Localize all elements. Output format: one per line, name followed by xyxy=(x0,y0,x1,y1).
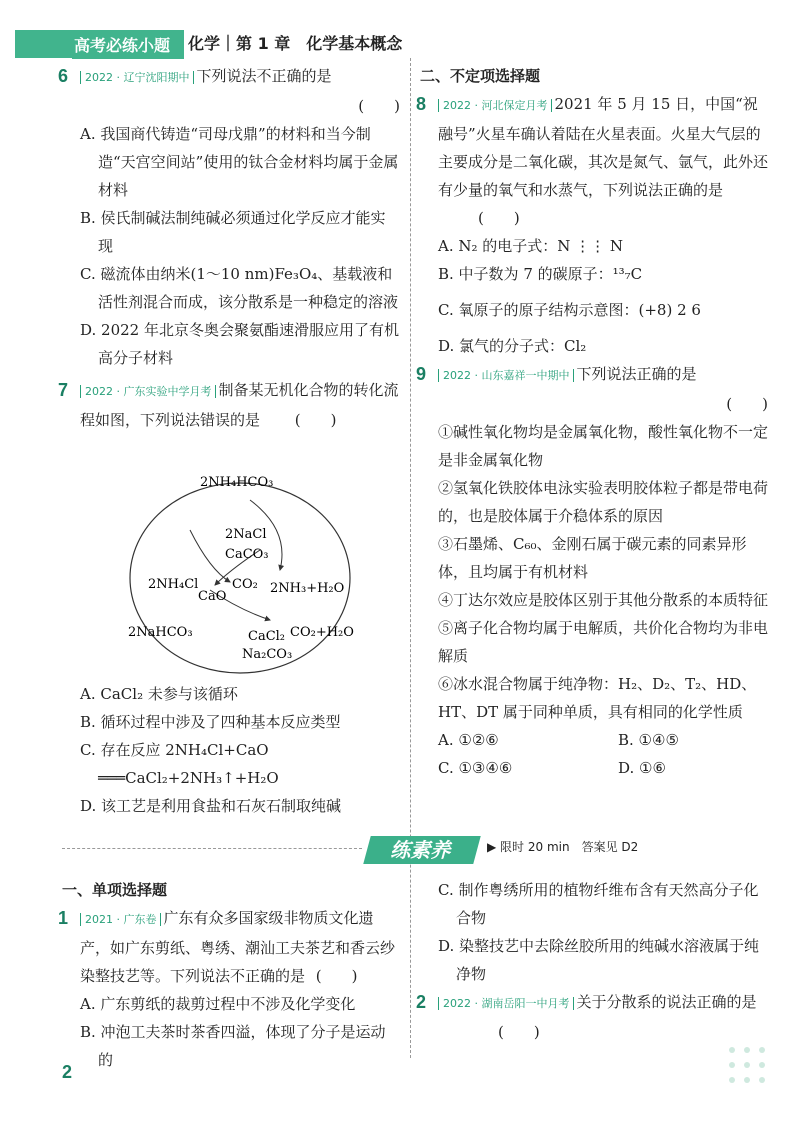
time-limit-info: ▶ 限时 20 min 答案见 D2 xyxy=(487,840,639,854)
section-heading: 一、单项选择题 xyxy=(62,881,168,899)
question-number: 2 xyxy=(416,992,427,1012)
option-b: B. ①④⑤ xyxy=(618,731,679,749)
decorative-dots-icon xyxy=(722,1040,782,1100)
header-brand: 高考必练小题 xyxy=(72,30,184,59)
question-number: 1 xyxy=(58,908,69,928)
answer-paren: ( ) xyxy=(315,967,358,985)
question-source: 2022 · 湖南岳阳一中月考 xyxy=(438,997,574,1010)
question-source: 2022 · 山东嘉祥一中期中 xyxy=(438,369,574,382)
question-stem: 下列说法不正确的是 xyxy=(196,67,332,85)
node-co2: CO₂ xyxy=(232,577,258,592)
node-nacl: 2NaCl xyxy=(225,527,267,542)
option-a: A. ①②⑥ xyxy=(438,731,499,749)
question-7 xyxy=(58,376,400,434)
page-header xyxy=(0,0,790,60)
node-nh4hco3: 2NH₄HCO₃ xyxy=(200,475,274,490)
answer-paren: ( ) xyxy=(498,1023,540,1041)
node-nh4cl: 2NH₄Cl xyxy=(148,577,199,592)
option-c: C. 磁流体由纳米(1～10 nm)Fe₃O₄、基载液和活性剂混合而成，该分散系是一种稳定的溶液 xyxy=(80,265,399,311)
left-column xyxy=(58,62,400,434)
option-d: D. ①⑥ xyxy=(618,759,666,777)
question-6 xyxy=(58,62,400,372)
answer-paren: ( ) xyxy=(358,97,400,115)
question-stem: 制备某无机化合物的转化流程如图，下列说法错误的是 xyxy=(80,381,399,429)
option-a: A. N₂ 的电子式：N ⋮⋮ N xyxy=(438,237,624,255)
node-nahco3: 2NaHCO₃ xyxy=(128,625,193,640)
statement-3: ③石墨烯、C₆₀、金刚石属于碳元素的同素异形体，且均属于有机材料 xyxy=(438,535,747,581)
option-d: D. 染整技艺中去除丝胶所用的纯碱水溶液属于纯净物 xyxy=(438,937,760,983)
option-a: A. 我国商代铸造“司母戊鼎”的材料和当今制造“天宫空间站”使用的钛合金材料均属于金属材料 xyxy=(80,125,399,199)
question-2 xyxy=(416,988,768,1046)
options-row-1 xyxy=(438,726,768,754)
statement-1: ①碱性氧化物均是金属氧化物，酸性氧化物不一定是非金属氧化物 xyxy=(438,423,769,469)
statement-2: ②氢氧化铁胶体电泳实验表明胶体粒子都是带电荷的，也是胶体属于介稳体系的原因 xyxy=(438,479,769,525)
option-b: B. 冲泡工夫茶时茶香四溢，体现了分子是运动的 xyxy=(80,1023,386,1069)
practice-tag: 练素养 xyxy=(363,836,481,864)
question-stem: 广东有众多国家级非物质文化遗产，如广东剪纸、粤绣、潮汕工夫茶艺和香云纱染整技艺等。下列说法不正确的是 xyxy=(80,909,396,985)
node-cacl2: CaCl₂ xyxy=(248,629,286,644)
options-row-2 xyxy=(438,754,768,782)
node-nh3-h2o: 2NH₃+H₂O xyxy=(270,581,345,596)
bottom-left-column xyxy=(58,876,400,1074)
option-c: C. 氧原子的原子结构示意图：(+8) 2 6 xyxy=(438,301,701,319)
header-band xyxy=(15,30,77,58)
question-9 xyxy=(416,360,769,782)
column-divider xyxy=(410,58,412,1058)
question-number: 7 xyxy=(58,380,69,400)
option-c: C. ①③④⑥ xyxy=(438,759,513,777)
question-number: 9 xyxy=(416,364,427,384)
node-na2co3: Na₂CO₃ xyxy=(242,647,293,662)
option-d: D. 2022 年北京冬奥会聚氨酯速滑服应用了有机高分子材料 xyxy=(80,321,399,367)
band-divider xyxy=(62,848,362,849)
statement-6: ⑥冰水混合物属于纯净物：H₂、D₂、T₂、HD、HT、DT 属于同种单质，具有相同的化学性质 xyxy=(438,675,757,721)
answer-paren: ( ) xyxy=(726,395,768,413)
page-number: 2 xyxy=(62,1062,73,1082)
question-number: 6 xyxy=(58,66,69,86)
option-a: A. CaCl₂ 未参与该循环 xyxy=(80,685,238,703)
option-b: B. 循环过程中涉及了四种基本反应类型 xyxy=(80,713,341,731)
option-c: C. 制作粤绣所用的植物纤维布含有天然高分子化合物 xyxy=(438,881,759,927)
question-8 xyxy=(416,90,769,360)
bottom-right-column xyxy=(416,876,768,1046)
option-c: C. 存在反应 2NH₄Cl+CaO ═══CaCl₂+2NH₃↑+H₂O xyxy=(80,741,279,787)
option-d: D. 氯气的分子式：Cl₂ xyxy=(438,337,587,355)
question-number: 8 xyxy=(416,94,427,114)
question-source: 2022 · 河北保定月考 xyxy=(438,99,552,112)
question-stem: 下列说法正确的是 xyxy=(576,365,697,383)
node-co2-h2o: CO₂+H₂O xyxy=(290,625,354,640)
question-source: 2022 · 辽宁沈阳期中 xyxy=(80,71,194,84)
conversion-flow-diagram xyxy=(120,470,370,675)
node-caco3: CaCO₃ xyxy=(225,547,269,562)
q7-options xyxy=(80,680,400,820)
section-heading: 二、不定项选择题 xyxy=(420,67,541,85)
answer-paren: ( ) xyxy=(294,411,337,429)
question-stem: 关于分散系的说法正确的是 xyxy=(576,993,757,1011)
question-source: 2021 · 广东卷 xyxy=(80,913,161,926)
option-b: B. 侯氏制碱法制纯碱必须通过化学反应才能实现 xyxy=(80,209,386,255)
option-b: B. 中子数为 7 的碳原子：¹³₇C xyxy=(438,265,643,283)
node-cao: CaO xyxy=(198,589,227,604)
option-d: D. 该工艺是利用食盐和石灰石制取纯碱 xyxy=(80,797,342,815)
question-1 xyxy=(58,904,400,1074)
statement-4: ④丁达尔效应是胶体区别于其他分散系的本质特征 xyxy=(438,591,769,609)
practice-band xyxy=(62,836,782,866)
header-chapter: 化学｜第 1 章 化学基本概念 xyxy=(188,34,403,53)
right-column xyxy=(416,62,769,782)
answer-paren: ( ) xyxy=(478,209,520,227)
question-source: 2022 · 广东实验中学月考 xyxy=(80,385,216,398)
statement-5: ⑤离子化合物均属于电解质，共价化合物均为非电解质 xyxy=(438,619,769,665)
question-stem: 2021 年 5 月 15 日，中国“祝融号”火星车确认着陆在火星表面。火星大气层的主要成分是二氧化碳，其次是氮气、氩气，此外还有少量的氧气和水蒸气，下列说法正确的是 xyxy=(438,95,769,199)
option-a: A. 广东剪纸的裁剪过程中不涉及化学变化 xyxy=(80,995,356,1013)
